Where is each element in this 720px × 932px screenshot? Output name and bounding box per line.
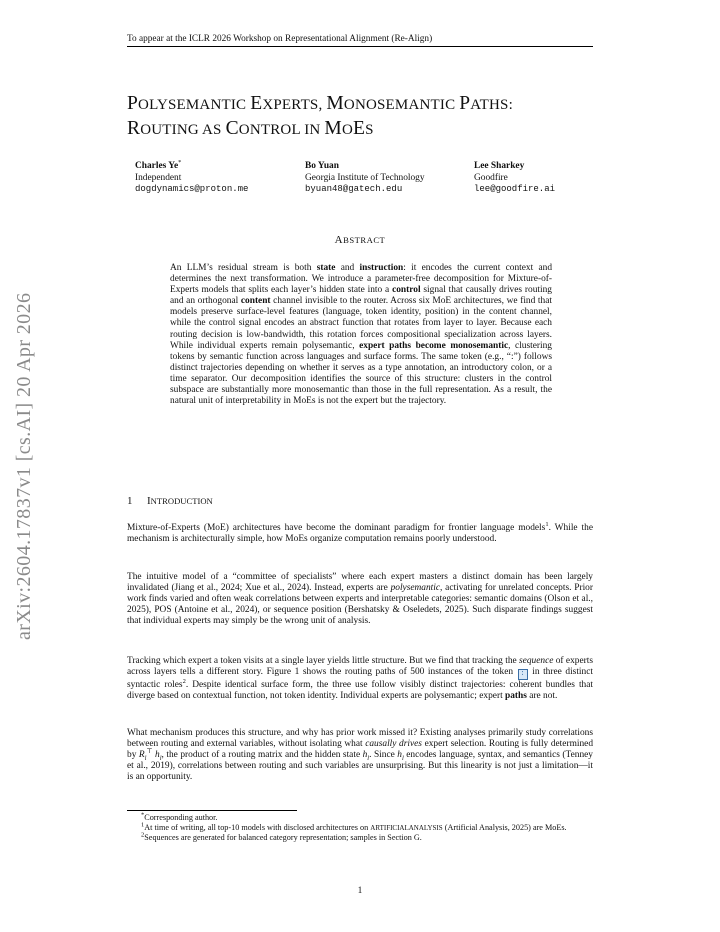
title-small: ONTROL IN: [238, 122, 325, 138]
math-subscript: l: [144, 755, 147, 763]
page-number: 1: [357, 886, 363, 896]
title-small: OLYSEMANTIC: [138, 97, 251, 113]
footnote-2: [127, 833, 593, 843]
section-number: 1: [127, 495, 133, 507]
footnote-mark: 2: [141, 831, 145, 839]
para-text: What mechanism produces this structure, and why has prior work missed it? Existing analyses primarily study correlations between routing and external variables, without isolating what: [127, 728, 593, 750]
token-colon-box: :: [518, 669, 528, 680]
title-line-2: [127, 117, 607, 142]
title-cap: E: [352, 118, 366, 139]
math-symbol: h: [152, 750, 160, 761]
para-text: , activating for unrelated concepts. Prior work finds varied and often weak correlations between experts and interpretable categories: semantic domains (Olson et al., 2025), POS (Antoine et al., 2024), or sequence position (Bershatsky & Oseledets, 2025). Such disparate findings suggest that individual experts may simply be the wrong unit of analysis.: [127, 583, 593, 627]
section-title-cap: I: [147, 495, 151, 507]
para-text: , the product of a routing matrix and the hidden state: [161, 750, 363, 761]
footnote-rule: [127, 810, 297, 811]
author-block: [305, 161, 425, 196]
abstract-heading-cap: A: [334, 234, 344, 246]
intro-paragraph-4: [127, 728, 593, 783]
intro-paragraph-1: [127, 520, 593, 545]
author-affiliation: Goodfire: [474, 172, 508, 183]
abstract-emphasis: expert paths become monosemantic: [359, 340, 509, 351]
para-text: . Since: [369, 750, 398, 761]
abstract-emphasis: instruction: [359, 263, 404, 273]
author-affiliation: Georgia Institute of Technology: [305, 172, 425, 183]
title-small: S: [365, 122, 374, 138]
footnote-mark: 1: [141, 821, 145, 829]
para-text: encodes language, syntax, and semantics (Tenney et al., 2019), correlations between routing and such variables are unsurprising. But this linearity is not just a limitation—it is an opportunity.: [127, 750, 593, 783]
title-cap: R: [127, 118, 141, 139]
para-text: Tracking which expert a token visits at a single layer yields little structure. But we find that tracking the: [127, 656, 520, 666]
para-text: . Despite identical surface form, the three use follow visibly distinct trajectories: coherent bundles that diverge based on contextual function, not token identity. Individual experts are polysemantic; expert: [127, 680, 594, 702]
author-mark: *: [178, 158, 182, 166]
math-subscript: l: [159, 755, 162, 763]
para-emphasis: polysemantic: [390, 583, 441, 594]
math-symbol: R: [138, 750, 145, 761]
math-symbol: h: [362, 750, 368, 761]
running-header: To appear at the ICLR 2026 Workshop on Representational Alignment (Re-Align): [127, 34, 593, 47]
abstract-text: channel invisible to the router. Across six MoE architectures, we find that models preserve surface-level features (language, token identity, position) in the content channel, while the control signal encodes an abstract function that rotates from layer to layer. Because each routing decision is low-bandwidth, this rotation forces compositional specialization across layers. While individual experts remain polysemantic,: [170, 296, 552, 351]
abstract-body: [170, 263, 552, 407]
title-cap: M: [326, 93, 344, 114]
math-subscript: l: [367, 755, 370, 763]
abstract-text: signal that causally drives routing and an orthogonal: [170, 285, 552, 307]
title-small: XPERTS,: [262, 97, 327, 113]
title-small: ONOSEMANTIC: [343, 97, 460, 113]
footnote-text: Sequences are generated for balanced category representation; samples in Section G.: [144, 833, 422, 842]
title-cap: M: [324, 118, 342, 139]
para-text: . While the mechanism is architecturally simple, how MoEs organize computation remains poorly understood.: [127, 523, 593, 545]
abstract-heading: [0, 234, 720, 246]
footnote-text: Corresponding author.: [144, 813, 218, 822]
math-symbol: h: [397, 750, 402, 761]
section-heading: [127, 495, 213, 507]
title-cap: C: [225, 118, 239, 139]
footnote-ref[interactable]: 2: [182, 677, 186, 685]
section-title-rest: NTRODUCTION: [150, 496, 213, 506]
footnote-ref[interactable]: 1: [545, 520, 549, 528]
abstract-heading-rest: BSTRACT: [343, 235, 386, 245]
math-subscript: l: [401, 755, 404, 763]
title-cap: E: [250, 93, 263, 114]
author-email[interactable]: lee@goodfire.ai: [474, 184, 556, 195]
abstract-emphasis: state: [316, 263, 336, 273]
abstract-text: and: [335, 263, 360, 273]
footnote-1: [127, 823, 593, 833]
para-text: The intuitive model of a “committee of specialists” where each expert masters a distinct domain has been largely invalidated (Jiang et al., 2024; Xue et al., 2024). Instead, experts are: [127, 572, 593, 594]
author-block: [135, 158, 249, 196]
abstract-text: An LLM’s residual stream is both: [170, 263, 317, 273]
para-text: Mixture-of-Experts (MoE) architectures have become the dominant paradigm for frontier language models: [127, 523, 546, 533]
intro-paragraph-2: [127, 572, 593, 627]
math-superscript: ⊤: [146, 748, 153, 756]
author-name: Bo Yuan: [305, 161, 339, 171]
footnote-mark: *: [141, 811, 145, 819]
paper-title: [127, 92, 607, 142]
intro-paragraph-3: [127, 656, 593, 702]
author-email[interactable]: dogdynamics@proton.me: [135, 184, 249, 195]
footnotes: [127, 813, 593, 843]
author-name: Charles Ye: [135, 161, 179, 171]
para-emphasis: causally drives: [365, 739, 422, 750]
author-email[interactable]: byuan48@gatech.edu: [305, 184, 403, 195]
para-text: are not.: [526, 691, 558, 702]
title-cap: P: [459, 93, 471, 114]
para-emphasis: sequence: [519, 656, 554, 666]
footnote-0: [127, 813, 593, 823]
abstract-text: , clustering tokens by semantic function across languages and surface forms. The same token (e.g., “:”) follows distinct trajectories depending on whether it serves as a type annotation, an introductory colon, or a time separator. Our decomposition identifies the source of this structure: clusters in the control subspace are substantially more monosemantic than those in the full representation. As a result, the natural unit of interpretability in MoEs is not the expert but the trajectory.: [170, 340, 552, 407]
para-text: in three distinct syntactic roles: [127, 667, 593, 691]
footnote-text: (Artificial Analysis, 2025) are MoEs.: [442, 823, 567, 832]
title-small: O: [341, 122, 353, 138]
abstract-emphasis: control: [392, 285, 421, 296]
title-cap: P: [127, 93, 139, 114]
para-strong: paths: [505, 691, 527, 702]
para-text: expert selection. Routing is fully determined by: [127, 739, 594, 761]
math-routing: [138, 748, 162, 763]
author-affiliation: Independent: [135, 172, 182, 183]
title-small: ATHS:: [470, 97, 513, 113]
arxiv-stamp: arXiv:2604.17837v1 [cs.AI] 20 Apr 2026: [13, 292, 35, 640]
author-name: Lee Sharkey: [474, 161, 525, 171]
footnote-smallcaps: ARTIFICIALANALYSIS: [370, 824, 443, 832]
author-block: [474, 161, 555, 196]
title-line-1: [127, 92, 607, 117]
title-small: OUTING AS: [140, 122, 226, 138]
abstract-emphasis: content: [240, 296, 271, 307]
abstract-text: : it encodes the current context and determines the next transformation. We introduce a parameter-free decomposition for Mixture-of-Experts models that splits each layer’s hidden state into a: [170, 263, 553, 296]
para-text: of experts across layers tells a different story. Figure 1 shows the routing paths of 500 instances of the token: [127, 656, 593, 678]
footnote-text: At time of writing, all top-10 models with disclosed architectures on: [144, 823, 371, 832]
